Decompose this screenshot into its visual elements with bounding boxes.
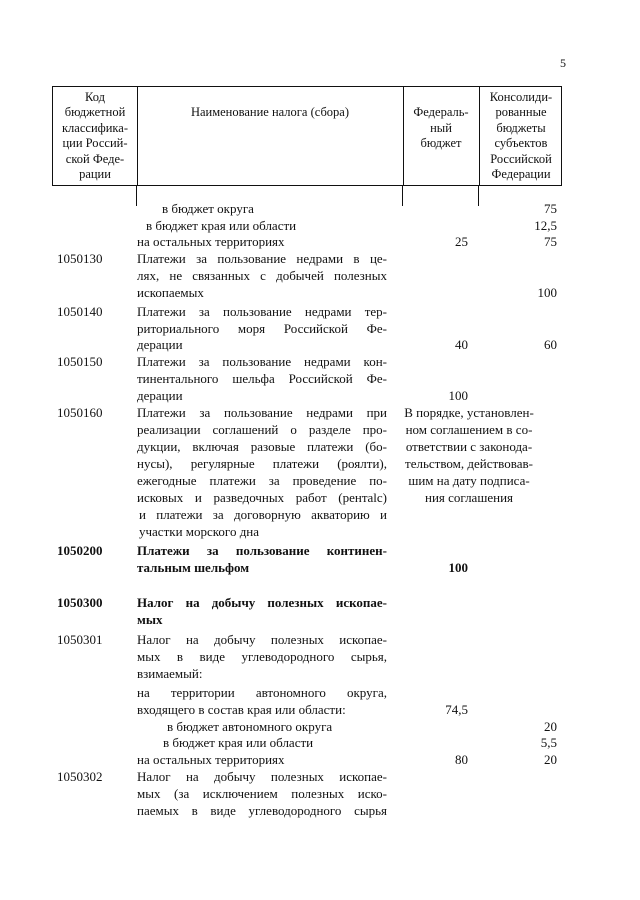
row-name: паемых в виде углеводородного сырья: [137, 803, 387, 818]
row-name: в бюджет края или области: [146, 218, 297, 233]
row-name: дерации: [137, 337, 183, 352]
row-name: реализации соглашений о разделе про-: [137, 422, 387, 437]
table-row: [0, 594, 640, 611]
table-row: [0, 217, 640, 234]
row-consolidated-value: 5,5: [540, 735, 557, 750]
table-row: [0, 472, 640, 489]
table-row: [0, 506, 640, 523]
row-name: мых в виде углеводородного сырья,: [137, 649, 387, 664]
row-consolidated-value: 75: [544, 201, 557, 216]
row-name: взимаемый:: [137, 666, 203, 681]
table-row: [0, 200, 640, 217]
row-name: Платежи за пользование недрами в це-: [137, 251, 387, 266]
table-row: [0, 701, 640, 718]
row-agreement-note: ном соглашением в со-: [405, 422, 533, 437]
table-row: [0, 303, 640, 320]
table-row: [0, 353, 640, 370]
row-name: и платежи за договорную акваторию и: [139, 507, 387, 522]
table-row: [0, 768, 640, 785]
row-name: на территории автономного округа,: [137, 685, 387, 700]
row-consolidated-value: 75: [544, 234, 557, 249]
row-name: Платежи за пользование недрами при: [137, 405, 387, 420]
row-name: в бюджет автономного округа: [167, 719, 333, 734]
table-row: [0, 284, 640, 301]
row-name: Платежи за пользование недрами тер-: [137, 304, 387, 319]
row-agreement-note: тельством, действовав-: [405, 456, 533, 471]
table-row: [0, 267, 640, 284]
row-federal-value: 25: [455, 234, 468, 249]
table-row: [0, 611, 640, 628]
table-row: [0, 631, 640, 648]
page-number: 5: [560, 56, 566, 70]
table-row: [0, 370, 640, 387]
table-row: [0, 438, 640, 455]
row-name: нусы), регулярные платежи (роялти),: [137, 456, 387, 471]
row-consolidated-value: 60: [544, 337, 557, 352]
row-agreement-note: ния соглашения: [424, 490, 514, 505]
row-code: 1050302: [57, 769, 103, 784]
row-name: ежегодные платежи за проведение по-: [137, 473, 387, 488]
table-row: [0, 320, 640, 337]
table-row: [0, 233, 640, 250]
table-row: [0, 734, 640, 751]
table-header: [52, 86, 562, 186]
row-name: в бюджет края или области: [163, 735, 314, 750]
table-row: [0, 404, 640, 421]
row-code: 1050301: [57, 632, 103, 647]
row-name: Налог на добычу полезных ископае-: [137, 769, 387, 784]
row-code: 1050140: [57, 304, 103, 319]
row-federal-value: 74,5: [445, 702, 468, 717]
row-name: тинентального шельфа Российской Фе-: [137, 371, 387, 386]
row-federal-value: 100: [448, 560, 468, 575]
header-name: Наименование налога (сбора): [190, 105, 350, 119]
row-federal-value: 80: [455, 752, 468, 767]
table-row: [0, 648, 640, 665]
row-name: исковых и разведочных работ (рентalc): [137, 490, 387, 505]
row-name: мых (за исключением полезных иско-: [137, 786, 387, 801]
row-federal-value: 100: [448, 388, 468, 403]
table-row: [0, 751, 640, 768]
row-name: Платежи за пользование континен-: [137, 543, 387, 558]
table-row: [0, 489, 640, 506]
row-name: входящего в состав края или области:: [137, 702, 346, 717]
table-row: [0, 802, 640, 819]
row-code: 1050150: [57, 354, 103, 369]
row-name: дукции, включая разовые платежи (бо-: [137, 439, 387, 454]
row-name: мых: [137, 612, 163, 627]
row-name: риториального моря Российской Фе-: [137, 321, 387, 336]
table-row: [0, 559, 640, 576]
row-name: на остальных территориях: [137, 752, 285, 767]
header-code: Код бюджетной классифика-ции Россий-ской Феде-рации: [61, 89, 129, 181]
row-name: лях, не связанных с добычей полезных: [137, 268, 387, 283]
header-federal: Федераль-ный бюджет: [413, 105, 469, 150]
row-name: тальным шельфом: [137, 560, 250, 575]
table-row: [0, 542, 640, 559]
row-code: 1050160: [57, 405, 103, 420]
row-name: дерации: [137, 388, 183, 403]
table-row: [0, 665, 640, 682]
row-consolidated-value: 20: [544, 719, 557, 734]
row-name: ископаемых: [137, 285, 204, 300]
table-row: [0, 718, 640, 735]
row-consolidated-value: 12,5: [534, 218, 557, 233]
row-agreement-note: шим на дату подписа-: [408, 473, 530, 488]
table-row: [0, 684, 640, 701]
table-row: [0, 785, 640, 802]
row-agreement-note: В порядке, установлен-: [404, 405, 534, 420]
header-consolidated: Консолиди-рованные бюджеты субъектов Российской Федерации: [489, 89, 553, 181]
table-row: [0, 336, 640, 353]
row-code: 1050130: [57, 251, 103, 266]
row-name: в бюджет округа: [162, 201, 254, 216]
table-row: [0, 421, 640, 438]
table-row: [0, 250, 640, 267]
row-agreement-note: ответствии с законода-: [405, 439, 533, 454]
row-name: Налог на добычу полезных ископае-: [137, 632, 387, 647]
table-row: [0, 455, 640, 472]
row-consolidated-value: 100: [537, 285, 557, 300]
row-consolidated-value: 20: [544, 752, 557, 767]
row-code: 1050300: [57, 595, 103, 610]
row-name: участки морского дна: [139, 524, 260, 539]
table-row: [0, 387, 640, 404]
row-name: на остальных территориях: [137, 234, 285, 249]
row-code: 1050200: [57, 543, 103, 558]
row-federal-value: 40: [455, 337, 468, 352]
row-name: Налог на добычу полезных ископае-: [137, 595, 387, 610]
table-row: [0, 523, 640, 540]
row-name: Платежи за пользование недрами кон-: [137, 354, 387, 369]
